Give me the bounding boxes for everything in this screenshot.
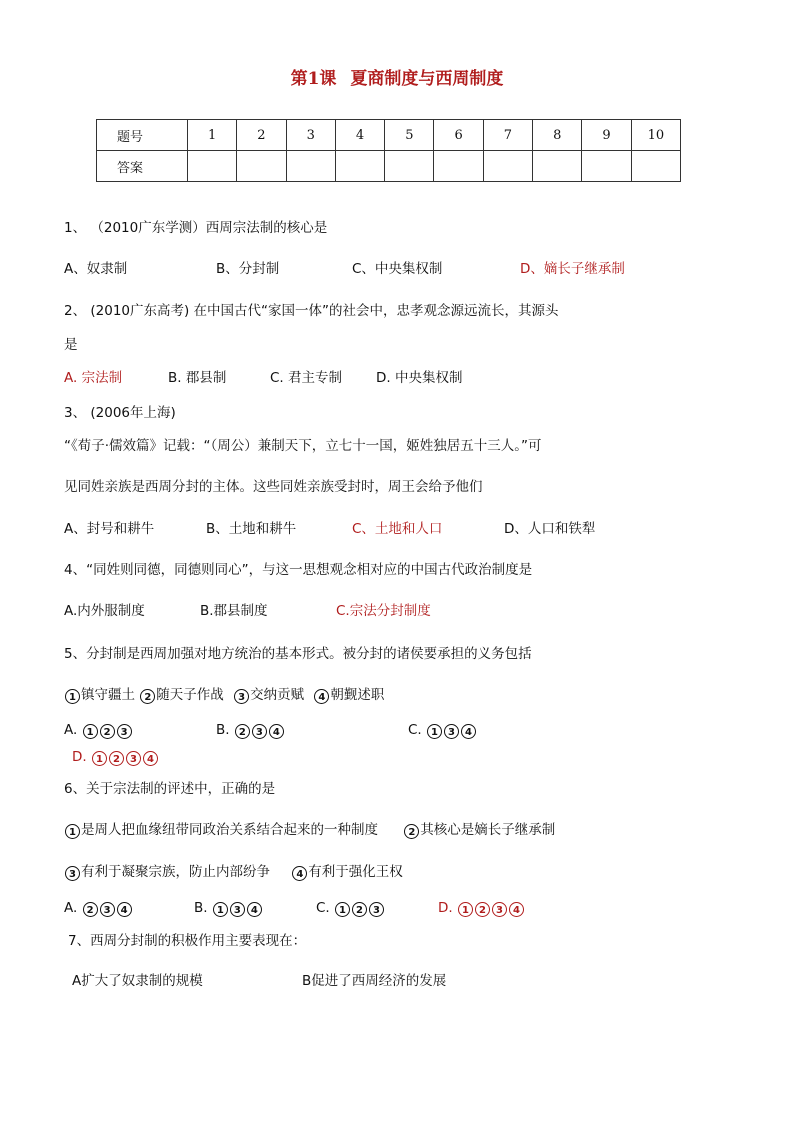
- table-cell: 3: [286, 120, 335, 151]
- circled-number: 4: [117, 902, 132, 917]
- circled-number: 2: [235, 724, 250, 739]
- answer-cell[interactable]: [385, 151, 434, 182]
- answer-cell[interactable]: [533, 151, 582, 182]
- answer-cell[interactable]: [188, 151, 237, 182]
- circled-number: 2: [83, 902, 98, 917]
- answer-cell[interactable]: [483, 151, 532, 182]
- q2-option-d: D. 中央集权制: [376, 370, 463, 386]
- circled-number: 1: [458, 902, 473, 917]
- q6-options: [64, 899, 744, 917]
- title-lesson: 第1课: [290, 69, 337, 89]
- q6-option-d-answer: D. 1 2 3 4: [438, 899, 525, 917]
- q5-option-d-answer: D. 1 2 3 4: [72, 748, 159, 766]
- circled-number: 2: [404, 824, 419, 839]
- q3-option-a: A、封号和耕牛: [64, 521, 155, 537]
- circled-number: 3: [126, 751, 141, 766]
- q3-option-b: B、土地和耕牛: [206, 521, 297, 537]
- circled-number: 1: [83, 724, 98, 739]
- answer-cell[interactable]: [631, 151, 680, 182]
- circled-number: 3: [444, 724, 459, 739]
- table-cell: 6: [434, 120, 483, 151]
- q6-option-a: A. 2 3 4: [64, 899, 133, 917]
- q1-option-c: C、中央集权制: [352, 261, 443, 277]
- circled-number: 2: [100, 724, 115, 739]
- table-cell: 10: [631, 120, 680, 151]
- q2-stem-cont: 是: [64, 337, 78, 353]
- circled-number: 4: [461, 724, 476, 739]
- q1-option-b: B、分封制: [216, 261, 280, 277]
- q6-option-c: C. 1 2 3: [316, 899, 385, 917]
- q7-stem: 7、西周分封制的积极作用主要表现在：: [68, 933, 307, 949]
- q5-options: [64, 721, 744, 739]
- q4-options: [64, 602, 744, 620]
- table-header-answer: 答案: [97, 151, 188, 182]
- q1-stem: 1、 （2010广东学测）西周宗法制的核心是: [64, 220, 328, 236]
- table-row: [97, 151, 681, 182]
- answer-table: [96, 119, 681, 182]
- q5-option-c: C. 1 3 4: [408, 721, 477, 739]
- q2-option-a-answer: A. 宗法制: [64, 370, 123, 386]
- q7-option-b: B促进了西周经济的发展: [302, 973, 447, 989]
- title-topic: 夏商制度与西周制度: [350, 69, 504, 89]
- q1-option-d-answer: D、嫡长子继承制: [520, 261, 625, 277]
- q2-option-b: B. 郡县制: [168, 370, 227, 386]
- circled-number: 3: [369, 902, 384, 917]
- circled-number: 3: [252, 724, 267, 739]
- q6-item-text: 有利于凝聚宗族，防止内部纷争: [81, 864, 270, 880]
- q6-option-b: B. 1 3 4: [194, 899, 263, 917]
- q5-option-b: B. 2 3 4: [216, 721, 285, 739]
- circled-number: 2: [352, 902, 367, 917]
- q3-stem: 3、 (2006年上海): [64, 405, 176, 421]
- circled-number: 1: [65, 689, 80, 704]
- circled-number: 3: [100, 902, 115, 917]
- q5-items: [64, 686, 384, 704]
- circled-number: 4: [247, 902, 262, 917]
- q6-items-1: [64, 821, 555, 839]
- q5-item-text: 随天子作战: [156, 687, 224, 703]
- q7-options: [72, 972, 672, 990]
- q2-stem: 2、 (2010广东高考) 在中国古代“家国一体”的社会中，忠孝观念源远流长，其源头: [64, 303, 559, 319]
- q2-options: [64, 369, 744, 387]
- q7-option-a: A扩大了奴隶制的规模: [72, 973, 203, 989]
- table-cell: 5: [385, 120, 434, 151]
- circled-number: 3: [117, 724, 132, 739]
- circled-number: 3: [492, 902, 507, 917]
- table-header-number: 题号: [97, 120, 188, 151]
- q6-items-2: [64, 863, 403, 881]
- circled-number: 2: [140, 689, 155, 704]
- circled-number: 4: [292, 866, 307, 881]
- circled-number: 4: [314, 689, 329, 704]
- q4-option-b: B.郡县制度: [200, 603, 268, 619]
- circled-number: 2: [109, 751, 124, 766]
- answer-cell[interactable]: [335, 151, 384, 182]
- circled-number: 1: [213, 902, 228, 917]
- circled-number: 4: [269, 724, 284, 739]
- q6-stem: 6、关于宗法制的评述中，正确的是: [64, 781, 276, 797]
- table-cell: 9: [582, 120, 631, 151]
- q4-option-c-answer: C.宗法分封制度: [336, 603, 431, 619]
- answer-cell[interactable]: [434, 151, 483, 182]
- q3-stem-cont: 见同姓亲族是西周分封的主体。这些同姓亲族受封时，周王会给予他们: [64, 479, 483, 495]
- circled-number: 3: [65, 866, 80, 881]
- q3-quote: “《荀子·儒效篇》记载：“（周公）兼制天下，立七十一国，姬姓独居五十三人。”可: [64, 438, 542, 454]
- table-cell: 7: [483, 120, 532, 151]
- q3-options: [64, 520, 744, 538]
- table-row: [97, 120, 681, 151]
- page-title: [0, 64, 794, 89]
- q5-item-text: 交纳贡赋: [250, 687, 305, 703]
- circled-number: 4: [509, 902, 524, 917]
- circled-number: 4: [143, 751, 158, 766]
- q3-option-d: D、人口和铁犁: [504, 521, 596, 537]
- q4-stem: 4、“同姓则同德，同德则同心”，与这一思想观念相对应的中国古代政治制度是: [64, 562, 533, 578]
- circled-number: 2: [475, 902, 490, 917]
- q6-item-text: 其核心是嫡长子继承制: [420, 822, 556, 838]
- table-cell: 4: [335, 120, 384, 151]
- q6-item-text: 有利于强化王权: [308, 864, 403, 880]
- answer-cell[interactable]: [286, 151, 335, 182]
- q1-option-a: A、奴隶制: [64, 261, 128, 277]
- circled-number: 1: [65, 824, 80, 839]
- table-cell: 1: [188, 120, 237, 151]
- circled-number: 1: [92, 751, 107, 766]
- circled-number: 3: [230, 902, 245, 917]
- q5-option-a: A. 1 2 3: [64, 721, 133, 739]
- q5-item-text: 镇守疆土: [81, 687, 135, 703]
- circled-number: 1: [427, 724, 442, 739]
- circled-number: 3: [234, 689, 249, 704]
- q5-stem: 5、分封制是西周加强对地方统治的基本形式。被分封的诸侯要承担的义务包括: [64, 646, 532, 662]
- answer-cell[interactable]: [237, 151, 286, 182]
- q5-item-text: 朝觐述职: [330, 687, 385, 703]
- table-cell: 8: [533, 120, 582, 151]
- q3-option-c-answer: C、土地和人口: [352, 521, 443, 537]
- q2-option-c: C. 君主专制: [270, 370, 343, 386]
- circled-number: 1: [335, 902, 350, 917]
- q4-option-a: A.内外服制度: [64, 603, 145, 619]
- table-cell: 2: [237, 120, 286, 151]
- q1-options: [64, 260, 744, 278]
- answer-cell[interactable]: [582, 151, 631, 182]
- q6-item-text: 是周人把血缘纽带同政治关系结合起来的一种制度: [81, 822, 378, 838]
